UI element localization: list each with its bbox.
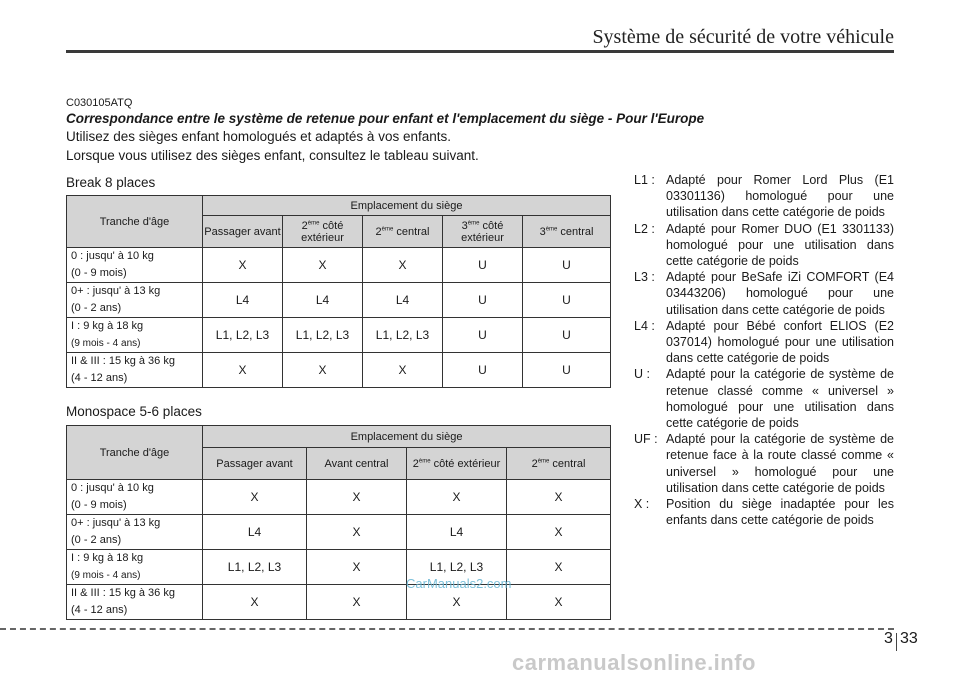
legend-key: L4 : [634,318,655,333]
value-cell: X [307,550,407,585]
value-cell: X [203,353,283,388]
value-cell: U [443,353,523,388]
column-header: 3ème côté extérieur [443,216,523,248]
legend-text: Adapté pour la catégorie de système de retenue classé comme « universel » homologué pour une utilisation dans cette catégorie de poids [666,367,894,431]
value-cell: L1, L2, L3 [407,550,507,585]
value-cell: L4 [363,283,443,318]
legend-text: Adapté pour Bébé confort ELIOS (E2 037014) homologué pour une utilisation dans cette catégorie de poids [666,318,894,366]
legend-item [634,366,894,431]
value-cell: U [523,318,611,353]
age-cell: 0+ : jusqu' à 13 kg (0 - 2 ans) [67,515,203,550]
value-cell: X [507,515,611,550]
value-cell: X [407,585,507,620]
legend-item [634,318,894,367]
value-cell: X [283,248,363,283]
column-header: 2ème côté extérieur [407,448,507,480]
value-cell: L1, L2, L3 [283,318,363,353]
column-header: 2ème central [507,448,611,480]
column-header: 2ème central [363,216,443,248]
value-cell: U [443,283,523,318]
legend-text: Adapté pour la catégorie de système de retenue face à la route classé comme « universel » homologué pour une utilisation dans cette catégorie de poids [666,432,894,495]
table-row [67,283,611,318]
section-heading: Correspondance entre le système de retenue pour enfant et l'emplacement du siège - Pour l'Europe [66,111,705,126]
table-row [67,353,611,388]
age-cell: I : 9 kg à 18 kg (9 mois - 4 ans) [67,550,203,585]
table-row [67,248,611,283]
table-row [67,550,611,585]
value-cell: X [307,515,407,550]
column-header: Passager avant [203,448,307,480]
legend-item [634,496,894,528]
value-cell: X [407,480,507,515]
value-cell: X [363,248,443,283]
value-cell: U [443,248,523,283]
value-cell: L1, L2, L3 [203,550,307,585]
legend-item [634,221,894,270]
legend-list [634,172,894,528]
legend-text: Adapté pour BeSafe iZi COMFORT (E4 03443206) homologué pour une utilisation dans cette catégorie de poids [666,270,894,317]
site-watermark: carmanualsonline.info [512,650,756,675]
header-rule [66,50,894,53]
legend-text: Adapté pour Romer DUO (E1 3301133) homologué pour une utilisation dans cette catégorie de poids [666,221,894,269]
value-cell: U [443,318,523,353]
page-number: 33 [900,630,918,647]
section-code: C030105ATQ [66,97,133,109]
value-cell: X [363,353,443,388]
value-cell: U [523,353,611,388]
seat-location-header: Emplacement du siège [203,426,611,448]
legend-key: L3 : [634,270,655,285]
legend-text: Position du siège inadaptée pour les enfants dans cette catégorie de poids [666,497,894,528]
value-cell: L1, L2, L3 [203,318,283,353]
age-cell: 0+ : jusqu' à 13 kg (0 - 2 ans) [67,283,203,318]
legend-key: L2 : [634,221,655,236]
footer-rule [0,628,894,630]
value-cell: X [203,585,307,620]
intro-line-2: Lorsque vous utilisez des sièges enfant, consultez le tableau suivant. [66,148,479,163]
age-header: Tranche d'âge [67,196,203,248]
table-row [67,515,611,550]
seat-location-header: Emplacement du siège [203,196,611,216]
table-caption-break: Break 8 places [66,175,156,190]
legend-key: UF : [634,432,658,447]
value-cell: L1, L2, L3 [363,318,443,353]
table-caption-monospace: Monospace 5-6 places [66,404,202,419]
legend-key: L1 : [634,173,655,187]
value-cell: X [307,585,407,620]
value-cell: X [507,550,611,585]
seat-table-monospace [66,425,611,620]
value-cell: L4 [203,515,307,550]
value-cell: L4 [203,283,283,318]
table-row [67,318,611,353]
value-cell: X [307,480,407,515]
value-cell: X [203,248,283,283]
age-cell: I : 9 kg à 18 kg (9 mois - 4 ans) [67,318,203,353]
legend-key: U : [634,367,650,382]
column-header: Avant central [307,448,407,480]
value-cell: L4 [407,515,507,550]
column-header: 3ème central [523,216,611,248]
age-cell: 0 : jusqu' à 10 kg (0 - 9 mois) [67,480,203,515]
value-cell: U [523,248,611,283]
legend-item [634,172,894,221]
age-cell: II & III : 15 kg à 36 kg (4 - 12 ans) [67,353,203,388]
value-cell: X [507,585,611,620]
value-cell: X [283,353,363,388]
value-cell: U [523,283,611,318]
intro-line-1: Utilisez des sièges enfant homologués et adaptés à vos enfants. [66,129,451,144]
age-cell: II & III : 15 kg à 36 kg (4 - 12 ans) [67,585,203,620]
page-number-separator [896,633,897,651]
value-cell: X [203,480,307,515]
table-row [67,585,611,620]
page-header-title: Système de sécurité de votre véhicule [592,26,894,48]
value-cell: X [507,480,611,515]
value-cell: L4 [283,283,363,318]
legend-item [634,269,894,318]
chapter-number: 3 [884,630,893,647]
column-header: 2ème côté extérieur [283,216,363,248]
seat-table-break [66,195,611,388]
column-header: Passager avant [203,216,283,248]
legend-key: X : [634,497,650,512]
table-row [67,480,611,515]
watermark-overlay: CarManuals2.com [406,576,512,591]
age-header: Tranche d'âge [67,426,203,480]
age-cell: 0 : jusqu' à 10 kg (0 - 9 mois) [67,248,203,283]
legend-item [634,431,894,496]
legend-text: Adapté pour Romer Lord Plus (E1 03301136) homologué pour une utilisation dans cette catégorie de poids [666,173,894,220]
